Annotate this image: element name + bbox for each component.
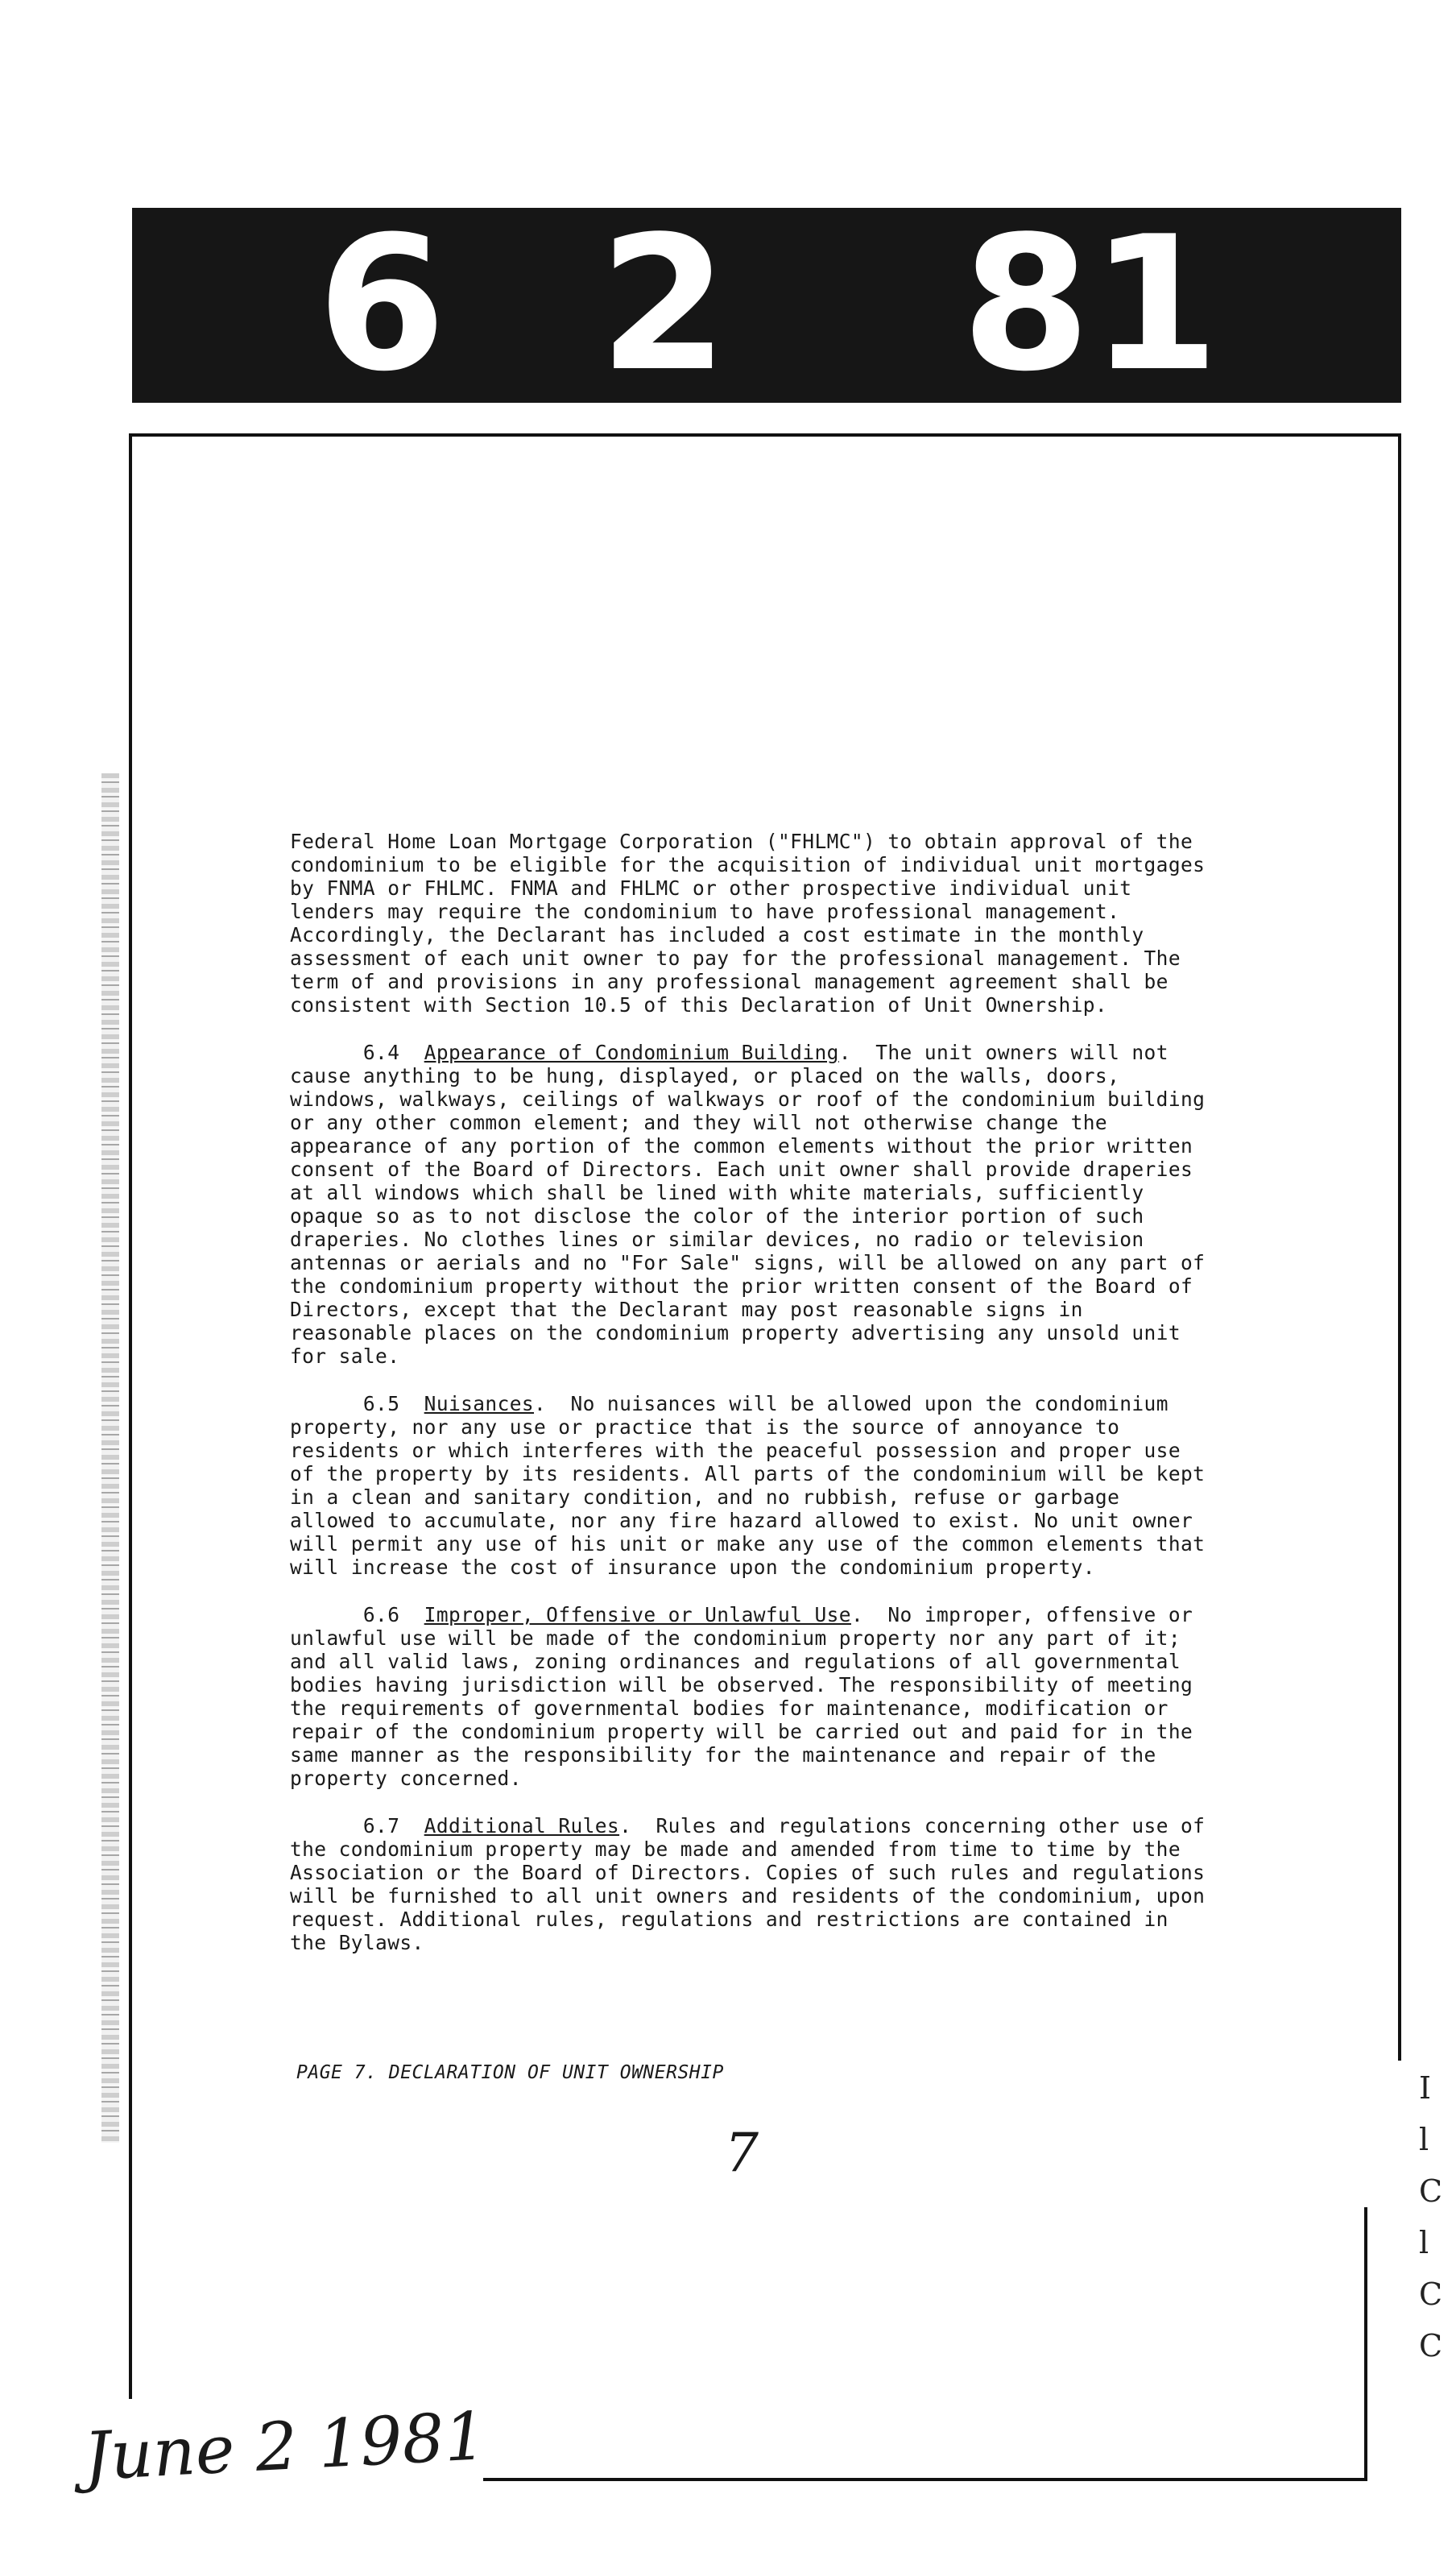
section-heading: Additional Rules (424, 1814, 620, 1837)
page-number: 7 (725, 2122, 759, 2184)
frame-border-right-lower (1364, 2207, 1367, 2481)
margin-mark: C (1419, 2173, 1443, 2209)
frame-border-bottom (483, 2478, 1367, 2481)
section-heading: Appearance of Condominium Building (424, 1041, 839, 1064)
right-margin-marks (1419, 2062, 1443, 2372)
section-body: Rules and regulations concerning other use of the condominium property may be made and amended from time to time by the Association or the Board of Directors. Copies of such rules and regulations will be furnished to all unit owners and residents of the condominium, upon request. Additional rules, regulations and restrictions are contained in the Bylaws. (290, 1814, 1206, 1954)
section-heading: Nuisances (424, 1392, 535, 1415)
frame-border-right (1398, 433, 1401, 2061)
section-6-7: 6.7 Additional Rules. Rules and regulations concerning other use of the condominium property may be made and amended from time to time by the Association or the Board of Directors. Copies of such rules and regulations will be furnished to all unit owners and residents of the condominium, upon request. Additional rules, regulations and restrictions are contained in the Bylaws. (290, 1814, 1206, 1954)
section-body: No nuisances will be allowed upon the condominium property, nor any use or practice that is the source of annoyance to residents or which interferes with the peaceful possession and proper use of the property by its residents. All parts of the condominium will be kept in a clean and sanitary condition, and no rubbish, refuse or garbage allowed to accumulate, nor any fire hazard allowed to exist. No unit owner will permit any use of his unit or make any use of the common elements that will increase the cost of insurance upon the condominium property. (290, 1392, 1206, 1579)
handwritten-date: June 2 1981 (81, 2397, 489, 2496)
margin-mark: C (1419, 2328, 1443, 2364)
page-footer: PAGE 7. DECLARATION OF UNIT OWNERSHIP (296, 2062, 724, 2083)
banner-month: 2 (599, 197, 729, 412)
section-6-4: 6.4 Appearance of Condominium Building. The unit owners will not cause anything to be hung, displayed, or placed on the walls, doors, windows, walkways, ceilings of walkways or roof of the condominium building or any other common element; and they will not otherwise change the appearance of any portion of the common elements without the prior written consent of the Board of Directors. Each unit owner shall provide draperies at all windows which shall be lined with white materials, sufficiently opaque so as to not disclose the color of the interior portion of such draperies. No clothes lines or similar devices, no radio or television antennas or aerials and no "For Sale" signs, will be allowed on any part of the condominium property without the prior written consent of the Board of Directors, except that the Declarant may post reasonable signs in reasonable places on the condominium property advertising any unsold unit for sale. (290, 1041, 1206, 1368)
section-number: 6.4 (362, 1041, 400, 1064)
banner-day: 6 (317, 197, 447, 412)
section-number: 6.5 (362, 1392, 400, 1415)
margin-mark: l (1419, 2122, 1429, 2157)
intro-paragraph: Federal Home Loan Mortgage Corporation ("FHLMC") to obtain approval of the condominium to be eligible for the acquisition of individual unit mortgages by FNMA or FHLMC. FNMA and FHLMC or other prospective individual unit lenders may require the condominium to have professional management. Accordingly, the Declarant has included a cost estimate in the monthly assessment of each unit owner to pay for the professional management. The term of and provisions in any professional management agreement shall be consistent with Section 10.5 of this Declaration of Unit Ownership. (290, 830, 1206, 1017)
margin-mark: I (1419, 2070, 1432, 2106)
section-body: The unit owners will not cause anything to be hung, displayed, or placed on the walls, doors, windows, walkways, ceilings of walkways or roof of the condominium building or any other common element; and they will not otherwise change the appearance of any portion of the common elements without the prior written consent of the Board of Directors. Each unit owner shall provide draperies at all windows which shall be lined with white materials, sufficiently opaque so as to not disclose the color of the interior portion of such draperies. No clothes lines or similar devices, no radio or television antennas or aerials and no "For Sale" signs, will be allowed on any part of the condominium property without the prior written consent of the Board of Directors, except that the Declarant may post reasonable signs in reasonable places on the condominium property advertising any unsold unit for sale. (290, 1041, 1206, 1368)
section-6-6: 6.6 Improper, Offensive or Unlawful Use. No improper, offensive or unlawful use will be made of the condominium property nor any part of it; and all valid laws, zoning ordinances and regulations of all governmental bodies having jurisdiction will be observed. The responsibility of meeting the requirements of governmental bodies for maintenance, modification or repair of the condominium property will be carried out and paid for in the same manner as the responsibility for the maintenance and repair of the property concerned. (290, 1603, 1193, 1790)
frame-border-top (129, 433, 1401, 437)
scan-edge-strip (101, 773, 119, 2143)
document-body (290, 830, 1216, 1978)
banner-year: 81 (962, 197, 1220, 412)
date-banner (132, 197, 1401, 412)
section-number: 6.6 (362, 1603, 400, 1626)
section-heading: Improper, Offensive or Unlawful Use (424, 1603, 851, 1626)
frame-border-left (129, 433, 132, 2399)
margin-mark: C (1419, 2276, 1443, 2312)
section-6-5: 6.5 Nuisances. No nuisances will be allowed upon the condominium property, nor any use or practice that is the source of annoyance to residents or which interferes with the peaceful possession and proper use of the property by its residents. All parts of the condominium will be kept in a clean and sanitary condition, and no rubbish, refuse or garbage allowed to accumulate, nor any fire hazard allowed to exist. No unit owner will permit any use of his unit or make any use of the common elements that will increase the cost of insurance upon the condominium property. (290, 1392, 1206, 1579)
section-body: No improper, offensive or unlawful use will be made of the condominium property nor any part of it; and all valid laws, zoning ordinances and regulations of all governmental bodies having jurisdiction will be observed. The responsibility of meeting the requirements of governmental bodies for maintenance, modification or repair of the condominium property will be carried out and paid for in the same manner as the responsibility for the maintenance and repair of the property concerned. (290, 1603, 1193, 1790)
margin-mark: l (1419, 2225, 1429, 2260)
section-number: 6.7 (362, 1814, 400, 1837)
